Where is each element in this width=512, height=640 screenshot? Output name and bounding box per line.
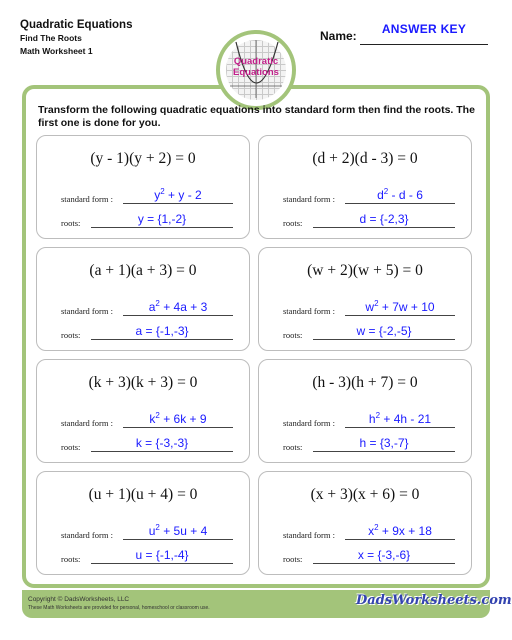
roots-line	[313, 451, 455, 452]
standard-form-row	[283, 188, 455, 206]
roots-row	[283, 436, 455, 454]
answer-key-label: ANSWER KEY	[381, 22, 467, 36]
problem-card	[36, 135, 250, 239]
roots-label: roots:	[61, 330, 81, 340]
problem-equation: (k + 3)(k + 3) = 0	[88, 374, 198, 391]
roots-label: roots:	[61, 442, 81, 452]
exponent: 2	[374, 523, 379, 532]
standard-form-line	[123, 315, 233, 316]
roots-row	[283, 212, 455, 230]
standard-form-row	[61, 412, 233, 430]
worksheet-header	[20, 18, 132, 58]
problem-equation: (y - 1)(y + 2) = 0	[90, 150, 196, 167]
standard-form-answer: $w^2 + 7w + 10$	[365, 299, 435, 314]
standard-form-row	[283, 300, 455, 318]
exponent: 2	[155, 299, 160, 308]
standard-form-label: standard form :	[283, 418, 335, 428]
standard-form-answer: $u^2 + 5u + 4$	[148, 523, 208, 538]
standard-form-label: standard form :	[61, 194, 113, 204]
worksheet-title: Quadratic Equations	[20, 19, 133, 31]
logo-text-line2: Equations	[233, 67, 279, 78]
problem-equation: (h - 3)(h + 7) = 0	[312, 374, 418, 391]
standard-form-answer: $d^2$ - d - 6	[377, 187, 423, 202]
roots-line	[91, 563, 233, 564]
roots-row	[61, 212, 233, 230]
problem-card	[258, 247, 472, 351]
standard-form-answer: $a^2 + 4a + 3$	[148, 299, 208, 314]
name-field	[320, 22, 490, 46]
dadsworksheets-logo: DadsWorksheets.com	[356, 593, 512, 608]
standard-form-row	[61, 300, 233, 318]
copyright-text: Copyright © DadsWorksheets, LLC	[28, 596, 130, 603]
standard-form-row	[61, 188, 233, 206]
roots-label: roots:	[283, 218, 303, 228]
roots-row	[61, 548, 233, 566]
standard-form-label: standard form :	[61, 418, 113, 428]
roots-answer: u = {-1,-4}	[135, 548, 189, 562]
name-underline	[360, 44, 488, 45]
standard-form-label: standard form :	[61, 306, 113, 316]
roots-answer: h = {3,-7}	[359, 436, 409, 450]
roots-label: roots:	[283, 442, 303, 452]
standard-form-row	[283, 524, 455, 542]
problem-card	[36, 247, 250, 351]
roots-line	[313, 563, 455, 564]
standard-form-answer: $h^2 + 4h - 21$	[368, 411, 432, 426]
name-label: Name:	[320, 29, 357, 43]
worksheet-subtitle: Find The Roots	[20, 33, 82, 43]
roots-row	[61, 324, 233, 342]
roots-line	[91, 339, 233, 340]
roots-answer: d = {-2,3}	[359, 212, 409, 226]
problem-equation: (u + 1)(u + 4) = 0	[88, 486, 198, 503]
exponent: 2	[155, 523, 160, 532]
problem-card	[258, 471, 472, 575]
standard-form-row	[283, 412, 455, 430]
roots-answer: w = {-2,-5}	[356, 324, 412, 338]
standard-form-label: standard form :	[283, 194, 335, 204]
standard-form-answer: $y^2 + y - 2$	[154, 187, 202, 202]
exponent: 2	[155, 411, 160, 420]
standard-form-answer: $k^2 + 6k + 9$	[149, 411, 207, 426]
instructions: Transform the following quadratic equations into standard form then find the roots. The first one is done for you.	[38, 104, 475, 129]
problem-equation: (d + 2)(d - 3) = 0	[312, 150, 418, 167]
roots-line	[313, 339, 455, 340]
standard-form-line	[345, 315, 455, 316]
problem-equation: (x + 3)(x + 6) = 0	[310, 486, 420, 503]
logo-text-line1: Quadratic	[233, 56, 279, 67]
roots-line	[91, 451, 233, 452]
quadratic-equations-logo	[216, 30, 296, 110]
problem-card	[258, 135, 472, 239]
roots-row	[283, 324, 455, 342]
standard-form-line	[345, 203, 455, 204]
standard-form-label: standard form :	[61, 530, 113, 540]
standard-form-label: standard form :	[283, 530, 335, 540]
roots-label: roots:	[283, 554, 303, 564]
exponent: 2	[160, 187, 165, 196]
exponent: 2	[374, 299, 379, 308]
problem-equation: (a + 1)(a + 3) = 0	[89, 262, 197, 279]
roots-answer: y = {1,-2}	[137, 212, 187, 226]
roots-line	[91, 227, 233, 228]
exponent: 2	[375, 411, 381, 420]
standard-form-line	[123, 539, 233, 540]
problem-equation: (w + 2)(w + 5) = 0	[307, 262, 423, 279]
roots-label: roots:	[283, 330, 303, 340]
roots-row	[283, 548, 455, 566]
standard-form-line	[123, 203, 233, 204]
problem-card	[36, 359, 250, 463]
roots-row	[61, 436, 233, 454]
usage-note: These Math Worksheets are provided for personal, homeschool or classroom use.	[28, 605, 210, 611]
problem-card	[258, 359, 472, 463]
standard-form-answer: $x^2 + 9x + 18$	[368, 523, 432, 538]
standard-form-line	[345, 427, 455, 428]
exponent: 2	[383, 187, 389, 196]
roots-answer: k = {-3,-3}	[135, 436, 189, 450]
standard-form-row	[61, 524, 233, 542]
roots-label: roots:	[61, 554, 81, 564]
standard-form-line	[123, 427, 233, 428]
roots-answer: a = {-1,-3}	[135, 324, 189, 338]
standard-form-line	[345, 539, 455, 540]
roots-answer: x = {-3,-6}	[357, 548, 411, 562]
roots-label: roots:	[61, 218, 81, 228]
problem-card	[36, 471, 250, 575]
worksheet-number: Math Worksheet 1	[20, 46, 93, 56]
roots-line	[313, 227, 455, 228]
standard-form-label: standard form :	[283, 306, 335, 316]
